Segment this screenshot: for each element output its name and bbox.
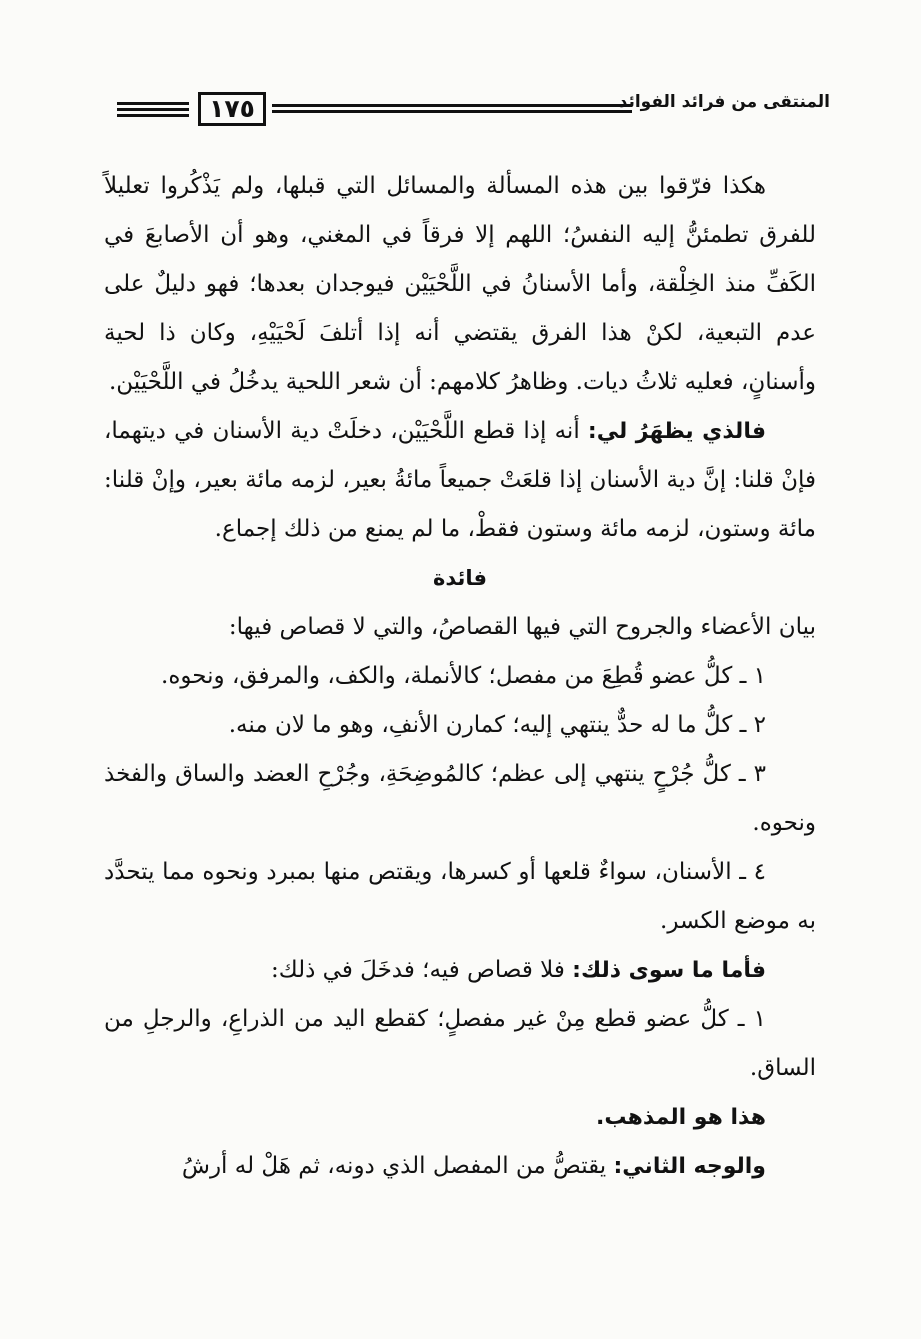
paragraph-6-lead: والوجه الثاني: bbox=[613, 1154, 766, 1179]
paragraph-4 bbox=[104, 946, 816, 995]
paragraph-3: بيان الأعضاء والجروح التي فيها القصاصُ، والتي لا قصاص فيها: bbox=[228, 614, 816, 640]
list-item-3: ٣ ـ كلُّ جُرْحٍ ينتهي إلى عظم؛ كالمُوضِحَةِ، وجُرْحِ العضد والساق والفخذ ونحوه. bbox=[104, 761, 816, 836]
list-item-2: ٢ ـ كلُّ ما له حدٌّ ينتهي إليه؛ كمارن الأنفِ، وهو ما لان منه. bbox=[228, 712, 766, 738]
header-rule-right bbox=[272, 104, 632, 116]
paragraph-4-lead: فأما ما سوى ذلك: bbox=[572, 958, 766, 983]
page-body bbox=[104, 162, 816, 1191]
list-item-5: ١ ـ كلُّ عضو قطع مِنْ غير مفصلٍ؛ كقطع اليد من الذراعِ، والرجلِ من الساق. bbox=[104, 1006, 816, 1081]
paragraph-1: هكذا فرّقوا بين هذه المسألة والمسائل التي قبلها، ولم يَذْكُروا تعليلاً للفرق تطمئنُّ إليه النفسُ؛ اللهم إلا فرقاً في المغني، وهو أن الأصابعَ في الكَفِّ منذ الخِلْقة، وأما الأسنانُ في اللَّحْيَيْن فيوجدان بعدها؛ فهو دليلٌ على عدم التبعية، لكنْ هذا الفرق يقتضي أنه إذا أتلفَ لَحْيَيْهِ، وكان ذا لحية وأسنانٍ، فعليه ثلاثُ ديات. وظاهرُ كلامهم: أن شعر اللحية يدخُلُ في اللَّحْيَيْن. bbox=[104, 173, 816, 395]
paragraph-2-text: أنه إذا قطع اللَّحْيَيْن، دخلَتْ دية الأسنان في ديتهما، فإنْ قلنا: إنَّ دية الأسنان إذا قلعَتْ جميعاً مائةُ بعير، لزمه مائة بعير، وإنْ قلنا: مائة وستون، لزمه مائة وستون فقطْ، ما لم يمنع من ذلك إجماع. bbox=[104, 418, 816, 542]
list-item-1: ١ ـ كلُّ عضو قُطِعَ من مفصل؛ كالأنملة، والكف، والمرفق، ونحوه. bbox=[161, 663, 766, 689]
running-header bbox=[112, 88, 830, 132]
paragraph-5-text: هذا هو المذهب. bbox=[595, 1105, 766, 1130]
paragraph-6-text: يقتصُّ من المفصل الذي دونه، ثم هَلْ له أرشُ bbox=[181, 1153, 614, 1179]
paragraph-2-lead: فالذي يظهَرُ لي: bbox=[587, 419, 766, 444]
paragraph-2 bbox=[104, 407, 816, 554]
paragraph-4-text: فلا قصاص فيه؛ فدخَلَ في ذلك: bbox=[270, 957, 573, 983]
page-number: ١٧٥ bbox=[198, 92, 266, 126]
section-heading: فائدة bbox=[432, 566, 488, 590]
list-item-4: ٤ ـ الأسنان، سواءٌ قلعها أو كسرها، ويقتص منها بمبرد ونحوه مما يتحدَّد به موضع الكسر. bbox=[104, 859, 816, 934]
paragraph-5 bbox=[104, 1093, 816, 1142]
book-title: المنتقى من فرائد الفوائد bbox=[618, 92, 830, 112]
header-rule-left bbox=[117, 102, 189, 120]
paragraph-6 bbox=[104, 1142, 816, 1191]
